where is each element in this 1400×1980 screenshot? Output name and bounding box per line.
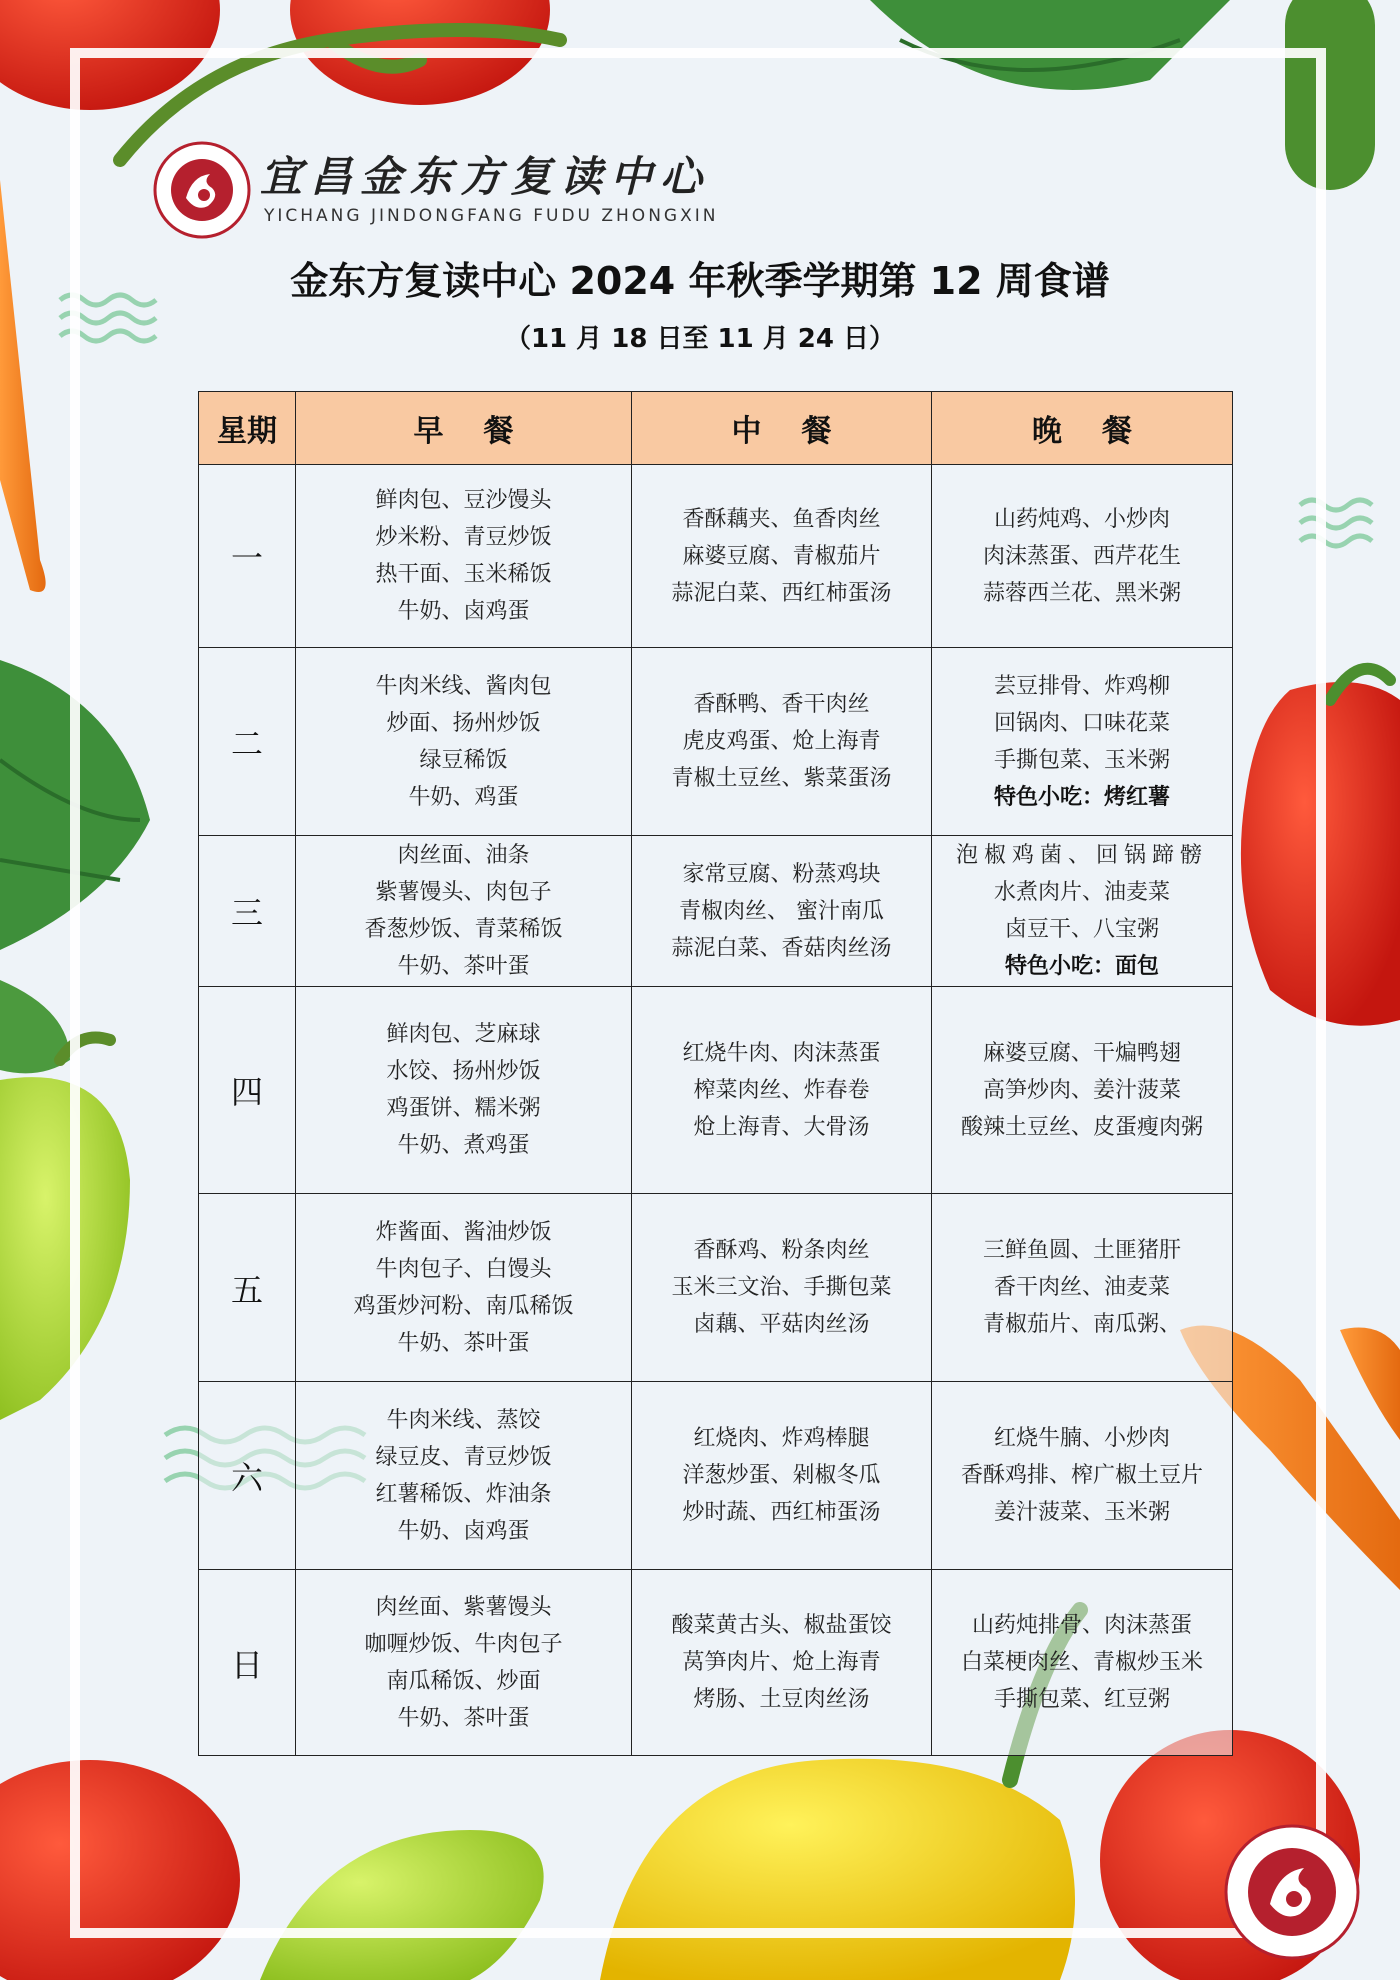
dish-line: 炒时蔬、西红柿蛋汤 bbox=[682, 1500, 881, 1525]
dinner-cell bbox=[932, 1194, 1233, 1382]
dish-line: 榨菜肉丝、炸春卷 bbox=[693, 1077, 870, 1103]
dinner-cell bbox=[932, 836, 1233, 987]
dish-line: 蒜泥白菜、西红柿蛋汤 bbox=[671, 580, 892, 606]
dish-line: 鸡蛋炒河粉、南瓜稀饭 bbox=[353, 1293, 574, 1319]
dish-line: 牛奶、鸡蛋 bbox=[408, 784, 519, 810]
education-group-seal bbox=[1222, 1822, 1362, 1962]
dish-line: 肉丝面、紫薯馒头 bbox=[375, 1594, 552, 1620]
header-lunch: 中餐 bbox=[632, 392, 932, 465]
dish-line: 牛奶、茶叶蛋 bbox=[397, 954, 530, 979]
dish-line: 玉米三文治、手撕包菜 bbox=[671, 1275, 892, 1300]
dish-line: 蒜蓉西兰花、黑米粥 bbox=[982, 580, 1181, 606]
lunch-cell bbox=[632, 987, 932, 1194]
dish-line: 热干面、玉米稀饭 bbox=[375, 562, 552, 587]
dish-line: 高笋炒肉、姜汁菠菜 bbox=[982, 1077, 1181, 1103]
org-name-cn: 宜昌金东方复读中心 bbox=[260, 152, 711, 201]
dish-line: 卤藕、平菇肉丝汤 bbox=[693, 1312, 870, 1337]
breakfast-cell bbox=[296, 1382, 632, 1570]
dish-line: 卤豆干、八宝粥 bbox=[1004, 917, 1159, 942]
table-row bbox=[199, 987, 1233, 1194]
dish-line: 酸辣土豆丝、皮蛋瘦肉粥 bbox=[960, 1114, 1203, 1140]
dish-line: 泡椒鸡菌、回锅蹄髈 bbox=[955, 843, 1208, 868]
dinner-special: 特色小吃：烤红薯 bbox=[993, 784, 1170, 810]
dish-line: 烤肠、土豆肉丝汤 bbox=[693, 1687, 870, 1712]
dinner-special: 特色小吃：面包 bbox=[1004, 954, 1159, 979]
dish-line: 肉沫蒸蛋、西芹花生 bbox=[982, 543, 1181, 569]
breakfast-cell bbox=[296, 1570, 632, 1756]
dish-line: 绿豆稀饭 bbox=[419, 747, 508, 773]
dinner-cell bbox=[932, 987, 1233, 1194]
dish-line: 姜汁菠菜、玉米粥 bbox=[993, 1500, 1170, 1525]
dish-line: 紫薯馒头、肉包子 bbox=[375, 880, 552, 905]
day-cell: 六 bbox=[199, 1382, 296, 1570]
dish-line: 牛肉米线、蒸饺 bbox=[386, 1407, 541, 1433]
lunch-cell bbox=[632, 648, 932, 836]
table-row bbox=[199, 648, 1233, 836]
lunch-cell bbox=[632, 1382, 932, 1570]
dish-line: 青椒肉丝、 蜜汁南瓜 bbox=[679, 898, 884, 924]
lunch-cell bbox=[632, 465, 932, 648]
lunch-cell bbox=[632, 1194, 932, 1382]
weekly-menu-table bbox=[198, 391, 1233, 1756]
day-cell: 三 bbox=[199, 836, 296, 987]
dish-line: 水煮肉片、油麦菜 bbox=[993, 880, 1170, 905]
dish-line: 莴笋肉片、炝上海青 bbox=[682, 1650, 881, 1675]
date-range: （11 月 18 日至 11 月 24 日） bbox=[504, 324, 896, 354]
dish-line: 炝上海青、大骨汤 bbox=[693, 1114, 870, 1140]
dish-line: 香酥鸡、粉条肉丝 bbox=[693, 1238, 870, 1263]
breakfast-cell bbox=[296, 648, 632, 836]
dish-line: 咖喱炒饭、牛肉包子 bbox=[364, 1631, 563, 1657]
dish-line: 手撕包菜、玉米粥 bbox=[993, 747, 1170, 773]
dish-line: 白菜梗肉丝、青椒炒玉米 bbox=[960, 1650, 1203, 1675]
dish-line: 牛奶、卤鸡蛋 bbox=[397, 1518, 530, 1544]
dish-line: 绿豆皮、青豆炒饭 bbox=[375, 1444, 552, 1470]
dish-line: 牛奶、卤鸡蛋 bbox=[397, 599, 530, 624]
dish-line: 麻婆豆腐、干煸鸭翅 bbox=[982, 1040, 1181, 1066]
dish-line: 香干肉丝、油麦菜 bbox=[993, 1275, 1170, 1300]
day-cell: 日 bbox=[199, 1570, 296, 1756]
dish-line: 牛奶、茶叶蛋 bbox=[397, 1330, 530, 1356]
dish-line: 红烧牛腩、小炒肉 bbox=[993, 1426, 1170, 1451]
dish-line: 鲜肉包、芝麻球 bbox=[386, 1022, 541, 1047]
dish-line: 酸菜黄古头、椒盐蛋饺 bbox=[671, 1613, 892, 1638]
table-row bbox=[199, 836, 1233, 987]
breakfast-cell bbox=[296, 836, 632, 987]
day-cell: 二 bbox=[199, 648, 296, 836]
dish-line: 手撕包菜、红豆粥 bbox=[993, 1687, 1170, 1712]
dinner-cell bbox=[932, 1382, 1233, 1570]
dish-line: 蒜泥白菜、香菇肉丝汤 bbox=[671, 935, 892, 961]
dish-line: 鲜肉包、豆沙馒头 bbox=[375, 488, 552, 513]
dish-line: 青椒土豆丝、紫菜蛋汤 bbox=[671, 766, 892, 791]
lunch-cell bbox=[632, 836, 932, 987]
dish-line: 香酥藕夹、鱼香肉丝 bbox=[682, 506, 881, 532]
day-cell: 一 bbox=[199, 465, 296, 648]
dish-line: 香酥鸡排、榨广椒土豆片 bbox=[960, 1463, 1203, 1488]
header-dinner: 晚餐 bbox=[932, 392, 1233, 465]
lunch-cell bbox=[632, 1570, 932, 1756]
day-cell: 五 bbox=[199, 1194, 296, 1382]
header-day: 星期 bbox=[199, 392, 296, 465]
dinner-cell bbox=[932, 465, 1233, 648]
dish-line: 鸡蛋饼、糯米粥 bbox=[386, 1096, 541, 1121]
breakfast-cell bbox=[296, 465, 632, 648]
dish-line: 牛肉米线、酱肉包 bbox=[375, 673, 552, 699]
dish-line: 肉丝面、油条 bbox=[397, 843, 530, 868]
table-row bbox=[199, 1382, 1233, 1570]
dish-line: 红烧肉、炸鸡棒腿 bbox=[693, 1426, 870, 1451]
org-logo-seal bbox=[152, 140, 252, 240]
dinner-cell bbox=[932, 648, 1233, 836]
table-header-row bbox=[199, 392, 1233, 465]
dish-line: 炒米粉、青豆炒饭 bbox=[375, 525, 552, 550]
dish-line: 炒面、扬州炒饭 bbox=[386, 710, 541, 736]
dish-line: 虎皮鸡蛋、炝上海青 bbox=[682, 729, 881, 754]
header-breakfast: 早餐 bbox=[296, 392, 632, 465]
dish-line: 麻婆豆腐、青椒茄片 bbox=[682, 543, 881, 569]
dish-line: 南瓜稀饭、炒面 bbox=[386, 1668, 541, 1694]
dish-line: 山药炖鸡、小炒肉 bbox=[993, 506, 1170, 532]
table-row bbox=[199, 465, 1233, 648]
dish-line: 山药炖排骨、肉沫蒸蛋 bbox=[971, 1613, 1192, 1638]
table-row bbox=[199, 1570, 1233, 1756]
dish-line: 香酥鸭、香干肉丝 bbox=[693, 692, 870, 717]
dish-line: 炸酱面、酱油炒饭 bbox=[375, 1219, 552, 1245]
breakfast-cell bbox=[296, 1194, 632, 1382]
day-cell: 四 bbox=[199, 987, 296, 1194]
dish-line: 青椒茄片、南瓜粥、 bbox=[982, 1312, 1181, 1337]
dish-line: 香葱炒饭、青菜稀饭 bbox=[364, 917, 563, 942]
dish-line: 三鲜鱼圆、土匪猪肝 bbox=[982, 1238, 1181, 1263]
dish-line: 牛肉包子、白馒头 bbox=[375, 1256, 552, 1282]
dish-line: 牛奶、煮鸡蛋 bbox=[397, 1133, 530, 1158]
dish-line: 牛奶、茶叶蛋 bbox=[397, 1705, 530, 1731]
org-name-en: YICHANG JINDONGFANG FUDU ZHONGXIN bbox=[264, 206, 719, 226]
dish-line: 红烧牛肉、肉沫蒸蛋 bbox=[682, 1040, 881, 1066]
org-logo-block bbox=[152, 140, 719, 240]
page-title: 金东方复读中心 2024 年秋季学期第 12 周食谱 bbox=[290, 259, 1110, 303]
dish-line: 回锅肉、口味花菜 bbox=[993, 710, 1170, 736]
table-row bbox=[199, 1194, 1233, 1382]
dish-line: 洋葱炒蛋、剁椒冬瓜 bbox=[682, 1463, 881, 1488]
dish-line: 家常豆腐、粉蒸鸡块 bbox=[682, 861, 881, 887]
dish-line: 芸豆排骨、炸鸡柳 bbox=[993, 673, 1170, 699]
dish-line: 红薯稀饭、炸油条 bbox=[375, 1481, 552, 1507]
dish-line: 水饺、扬州炒饭 bbox=[386, 1059, 541, 1084]
breakfast-cell bbox=[296, 987, 632, 1194]
dinner-cell bbox=[932, 1570, 1233, 1756]
